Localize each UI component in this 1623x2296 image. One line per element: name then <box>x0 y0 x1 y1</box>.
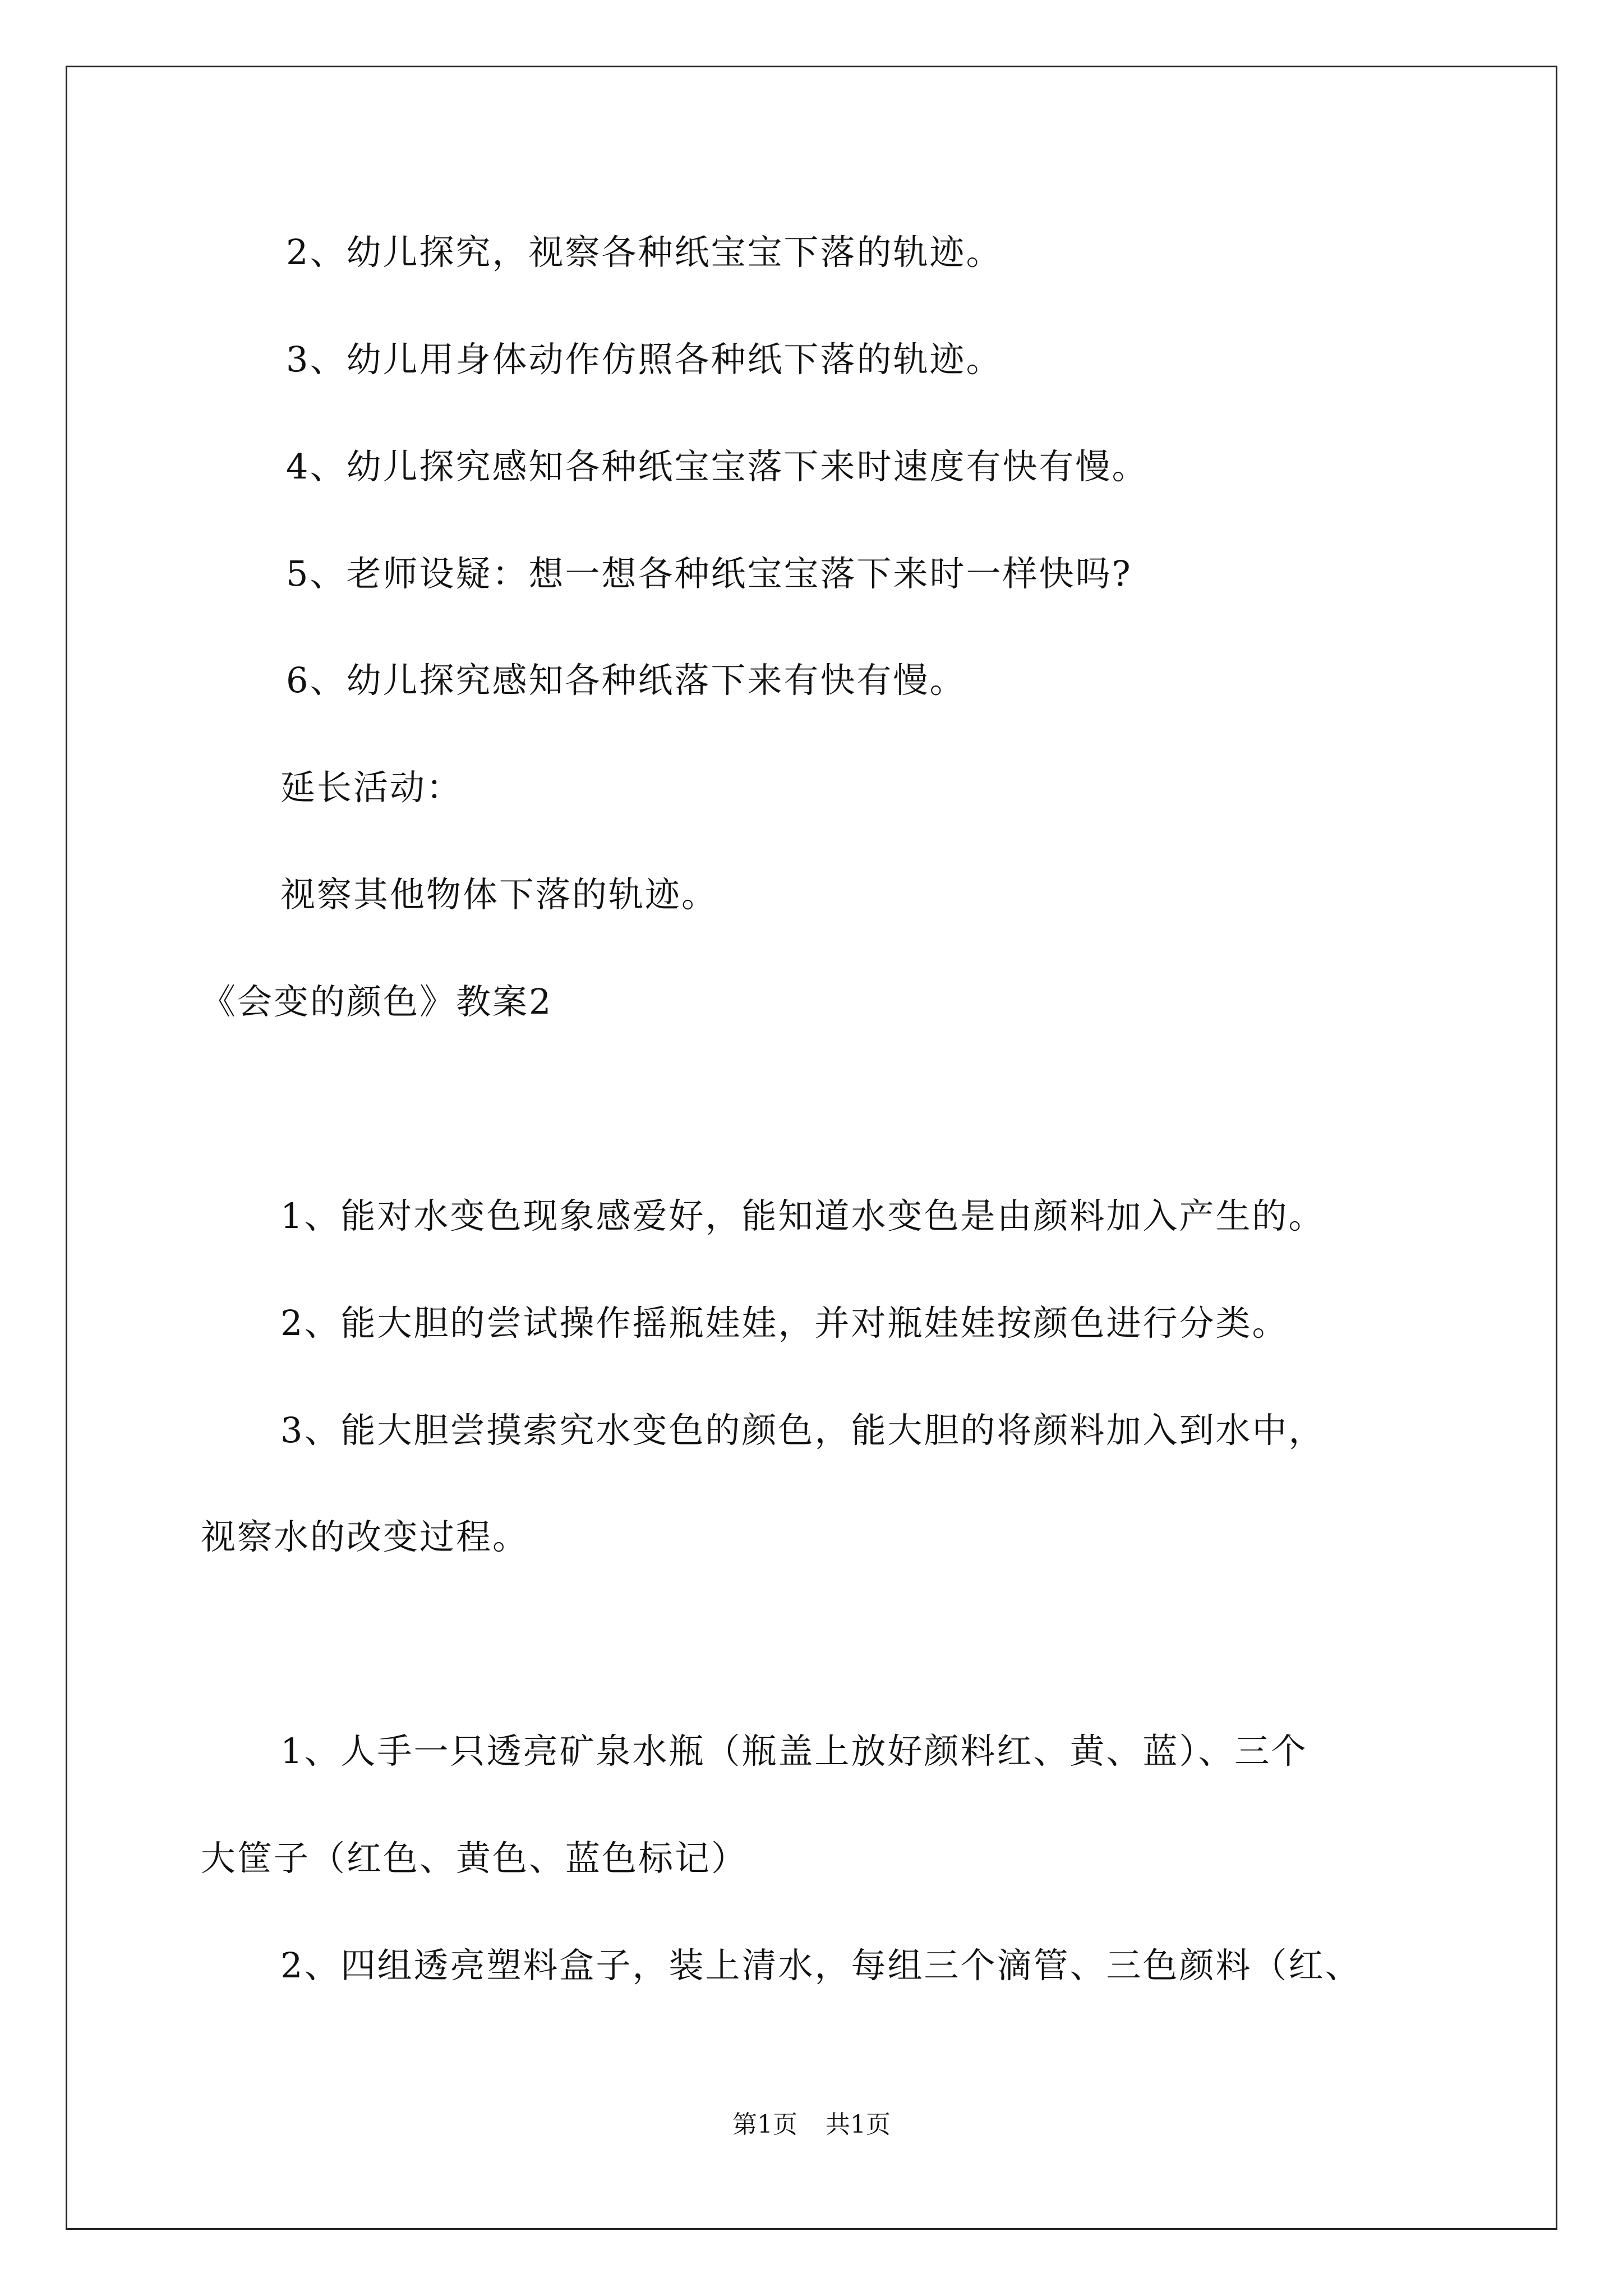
page-number-total: 共1页 <box>826 2110 891 2139</box>
text-line-material-1-cont: 大筐子（红色、黄色、蓝色标记） <box>201 1838 748 1879</box>
text-line-material-2: 2、四组透亮塑料盒子，装上清水，每组三个滴管、三色颜料（红、 <box>280 1945 1362 1986</box>
text-line-extension: 视察其他物体下落的轨迹。 <box>280 874 718 915</box>
text-line-step-6: 6、幼儿探究感知各种纸落下来有快有慢。 <box>286 660 966 701</box>
lesson-title: 《会变的颜色》教案2 <box>201 981 553 1022</box>
text-line-step-3: 3、幼儿用身体动作仿照各种纸下落的轨迹。 <box>286 339 1003 380</box>
section-label-extension: 延长活动： <box>280 767 463 808</box>
text-line-step-5: 5、老师设疑：想一想各种纸宝宝落下来时一样快吗? <box>286 553 1132 594</box>
page-footer <box>0 2109 1623 2141</box>
text-line-goal-2: 2、能大胆的尝试操作摇瓶娃娃，并对瓶娃娃按颜色进行分类。 <box>280 1303 1289 1343</box>
page-number-current: 第1页 <box>732 2110 797 2139</box>
text-line-goal-1: 1、能对水变色现象感爱好，能知道水变色是由颜料加入产生的。 <box>280 1195 1325 1236</box>
text-line-goal-3: 3、能大胆尝摸索究水变色的颜色，能大胆的将颜料加入到水中， <box>280 1410 1325 1451</box>
text-line-step-4: 4、幼儿探究感知各种纸宝宝落下来时速度有快有慢。 <box>286 446 1149 487</box>
text-line-step-2: 2、幼儿探究，视察各种纸宝宝下落的轨迹。 <box>286 232 1003 273</box>
text-line-material-1: 1、人手一只透亮矿泉水瓶（瓶盖上放好颜料红、黄、蓝）、三个 <box>280 1731 1308 1772</box>
page-border <box>66 66 1557 2230</box>
text-line-goal-3-cont: 视察水的改变过程。 <box>201 1516 529 1557</box>
